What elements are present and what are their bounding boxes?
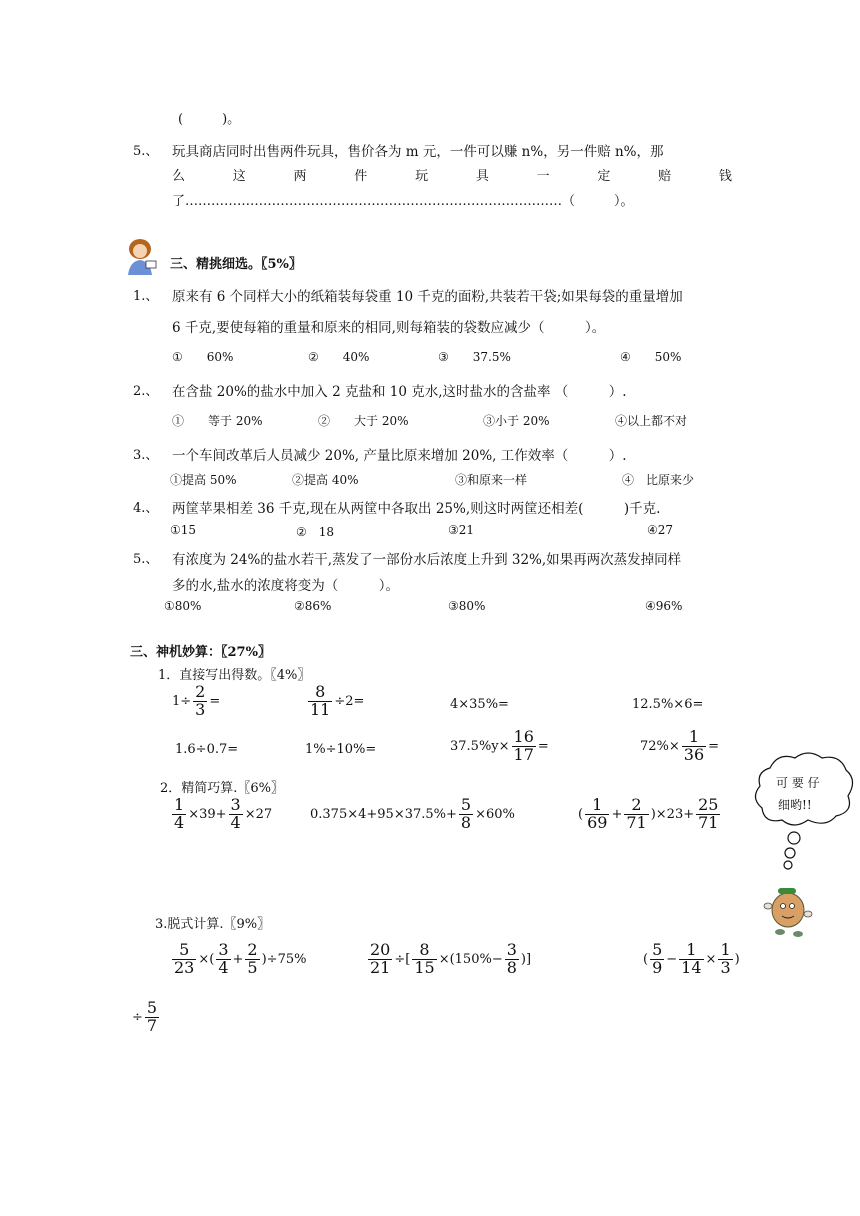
expr-text: ×( xyxy=(198,951,215,967)
denominator: 11 xyxy=(310,699,331,719)
expr-text: )÷75% xyxy=(261,951,307,967)
expr-text: 0.375×4+95×37.5%+ xyxy=(310,806,457,822)
q5-word: 具 xyxy=(475,169,489,184)
choice-q2-option-b: ② 大于 20% xyxy=(318,414,409,428)
fraction xyxy=(718,942,732,977)
part3-item-c-tail xyxy=(132,1000,161,1035)
top-answer-blank: ( )。 xyxy=(178,112,241,127)
fraction xyxy=(229,797,243,832)
bubble-line2: 细哟!! xyxy=(778,798,812,812)
expr-text: )] xyxy=(520,951,532,967)
choice-q3-option-d: ④ 比原来少 xyxy=(622,473,695,487)
fraction xyxy=(172,942,196,977)
numerator: 1 xyxy=(174,795,185,814)
q5-word: 么 xyxy=(172,169,186,184)
fraction xyxy=(585,797,609,832)
fraction xyxy=(505,942,519,977)
choice-q1-number: 1.、 xyxy=(133,289,159,304)
q5-line1: 玩具商店同时出售两件玩具，售价各为 m 元，一件可以赚 n%，另一件赔 n%，那 xyxy=(172,144,664,160)
expr-text: ( xyxy=(643,951,649,967)
fraction xyxy=(193,684,207,719)
part2-item-b xyxy=(310,797,515,832)
fraction xyxy=(650,942,664,977)
numerator: 5 xyxy=(460,795,472,814)
expr-text: ×60% xyxy=(475,806,515,822)
choice-q5-option-d: ④96% xyxy=(645,599,683,613)
part1-item-a xyxy=(172,684,220,719)
section-choice-title: 三、精挑细选。〖5%〗 xyxy=(170,257,302,272)
denominator: 4 xyxy=(218,957,229,977)
denominator: 21 xyxy=(370,957,391,977)
denominator: 9 xyxy=(652,957,663,977)
denominator: 4 xyxy=(174,812,185,832)
q5-line2 xyxy=(172,165,732,184)
fraction xyxy=(459,797,473,832)
denominator: 14 xyxy=(681,957,702,977)
choice-q1-option-a: ① 60% xyxy=(172,350,234,364)
q5-number: 5.、 xyxy=(133,144,159,159)
numerator: 2 xyxy=(624,797,648,815)
expr-text: + xyxy=(232,951,244,967)
denominator: 69 xyxy=(587,812,608,832)
expr-text: ×39+ xyxy=(188,806,227,822)
choice-q4-number: 4.、 xyxy=(133,501,159,516)
fraction xyxy=(682,729,706,764)
numerator: 1 xyxy=(679,942,703,960)
expr-text: )×23+ xyxy=(650,806,695,822)
expr-text: ÷2= xyxy=(334,693,365,709)
choice-q3-line1: 一个车间改革后人员减少 20%, 产量比原来增加 20%, 工作效率（ ）. xyxy=(172,448,627,464)
expr-text: ( xyxy=(578,806,584,822)
q5-word: 这 xyxy=(232,169,246,184)
numerator: 1 xyxy=(682,729,706,747)
denominator: 7 xyxy=(146,1015,158,1035)
denominator: 17 xyxy=(513,744,534,764)
fraction xyxy=(368,942,392,977)
part1-title: 1．直接写出得数。〖4%〗 xyxy=(158,668,311,683)
q5-word: 玩 xyxy=(415,169,429,184)
choice-q4-option-d: ④27 xyxy=(647,523,674,537)
denominator: 15 xyxy=(414,957,435,977)
expr-text: = xyxy=(537,738,549,754)
fraction xyxy=(679,942,703,977)
expr-text: − xyxy=(666,951,678,967)
part3-item-c xyxy=(643,942,740,977)
part3-item-a xyxy=(170,942,306,977)
denominator: 8 xyxy=(460,812,472,832)
choice-q1-line1: 原来有 6 个同样大小的纸箱装每袋重 10 千克的面粉,共装若干袋;如果每袋的重量增加 xyxy=(172,289,683,305)
numerator: 8 xyxy=(412,942,436,960)
choice-q5-option-b: ②86% xyxy=(294,599,332,613)
numerator: 25 xyxy=(698,795,719,814)
choice-q2-line1: 在含盐 20%的盐水中加入 2 克盐和 10 克水,这时盐水的含盐率 （ ）. xyxy=(172,384,627,400)
expr-text: ) xyxy=(734,951,740,967)
expr-text: + xyxy=(611,806,623,822)
part3-title: 3.脱式计算.〖9%〗 xyxy=(155,917,271,932)
expr-text: × xyxy=(705,951,717,967)
expr-text: ÷ xyxy=(132,1009,143,1025)
expr-text: 1÷ xyxy=(172,693,192,709)
fraction xyxy=(512,729,536,764)
q5-word: 定 xyxy=(597,169,611,184)
q5-word: 两 xyxy=(293,169,307,184)
denominator: 8 xyxy=(506,957,517,977)
numerator: 5 xyxy=(172,942,196,960)
fraction xyxy=(245,942,259,977)
choice-q3-option-c: ③和原来一样 xyxy=(455,473,528,487)
part2-item-c xyxy=(578,797,722,832)
choice-q1-line2: 6 千克,要使每箱的重量和原来的相同,则每箱装的袋数应减少（ ）。 xyxy=(172,320,606,336)
q5-word: 一 xyxy=(536,169,550,184)
fraction xyxy=(624,797,648,832)
q5-word: 件 xyxy=(354,169,368,184)
q5-word: 钱 xyxy=(718,169,732,184)
choice-q5-line2: 多的水,盐水的浓度将变为（ ）。 xyxy=(172,578,400,594)
choice-q1-option-d: ④ 50% xyxy=(620,350,682,364)
expr-text: 72%× xyxy=(640,738,680,754)
denominator: 71 xyxy=(698,812,719,832)
choice-q5-line1: 有浓度为 24%的盐水若干,蒸发了一部份水后浓度上升到 32%,如果再两次蒸发掉同样 xyxy=(172,552,682,568)
choice-q4-line1: 两筐苹果相差 36 千克,现在从两筐中各取出 25%,则这时两筐还相差( )千克. xyxy=(172,501,661,517)
numerator: 5 xyxy=(146,998,158,1017)
part1-item-g xyxy=(450,729,549,764)
q5-word: 赔 xyxy=(658,169,672,184)
denominator: 3 xyxy=(195,699,206,719)
choice-q2-number: 2.、 xyxy=(133,384,159,399)
choice-q2-option-a: ① 等于 20% xyxy=(172,414,263,428)
choice-q3-option-b: ②提高 40% xyxy=(292,473,359,487)
denominator: 36 xyxy=(683,744,705,764)
denominator: 4 xyxy=(230,812,241,832)
choice-q5-option-a: ①80% xyxy=(164,599,202,613)
numerator: 1 xyxy=(720,940,731,959)
choice-q4-option-b: ② 18 xyxy=(296,525,335,539)
choice-q5-option-c: ③80% xyxy=(448,599,486,613)
part1-item-e: 1.6÷0.7= xyxy=(175,742,239,757)
fraction xyxy=(696,797,720,832)
part1-item-d: 12.5%×6= xyxy=(632,697,704,712)
denominator: 23 xyxy=(174,957,195,977)
denominator: 3 xyxy=(720,957,731,977)
teacher-icon xyxy=(120,235,160,275)
fraction xyxy=(145,1000,159,1035)
choice-q4-option-c: ③21 xyxy=(448,523,475,537)
choice-q3-option-a: ①提高 50% xyxy=(170,473,237,487)
choice-q1-option-c: ③ 37.5% xyxy=(438,350,511,364)
section-calc-title: 三、神机妙算：〖27%〗 xyxy=(130,645,271,660)
numerator: 5 xyxy=(652,940,663,959)
numerator: 3 xyxy=(506,940,517,959)
choice-q5-number: 5.、 xyxy=(133,552,159,567)
fraction xyxy=(216,942,230,977)
numerator: 1 xyxy=(585,797,609,815)
fraction xyxy=(172,797,186,832)
choice-q3-number: 3.、 xyxy=(133,448,159,463)
numerator: 20 xyxy=(370,940,391,959)
fraction xyxy=(412,942,436,977)
potato-mascot-icon xyxy=(758,880,818,940)
numerator: 2 xyxy=(195,682,206,701)
part1-item-b xyxy=(306,684,364,719)
numerator: 8 xyxy=(308,684,332,702)
choice-q2-option-d: ④以上都不对 xyxy=(615,414,688,428)
part1-item-c: 4×35%= xyxy=(450,697,509,712)
part2-item-a xyxy=(170,797,272,832)
expr-text: 37.5%y× xyxy=(450,738,510,754)
expr-text: ×27 xyxy=(244,806,273,822)
expr-text: ÷[ xyxy=(394,951,411,967)
part2-title: 2．精简巧算.〖6%〗 xyxy=(160,781,285,796)
bubble-line1: 可 要 仔 xyxy=(776,776,820,790)
denominator: 71 xyxy=(626,812,647,832)
part3-item-b xyxy=(366,942,531,977)
numerator: 3 xyxy=(218,940,229,959)
numerator: 2 xyxy=(247,940,258,959)
choice-q2-option-c: ③小于 20% xyxy=(483,414,550,428)
expr-text: = xyxy=(708,738,720,754)
numerator: 16 xyxy=(513,727,534,746)
choice-q4-option-a: ①15 xyxy=(170,523,197,537)
part1-item-h xyxy=(640,729,719,764)
part1-item-f: 1%÷10%= xyxy=(305,742,377,757)
choice-q1-option-b: ② 40% xyxy=(308,350,370,364)
expr-text: = xyxy=(209,693,221,709)
fraction xyxy=(308,684,332,719)
q5-line3: 了……………………………………………………………………………（ ）。 xyxy=(172,194,634,209)
expr-text: ×(150%− xyxy=(438,951,503,967)
denominator: 5 xyxy=(247,957,258,977)
numerator: 3 xyxy=(230,795,241,814)
